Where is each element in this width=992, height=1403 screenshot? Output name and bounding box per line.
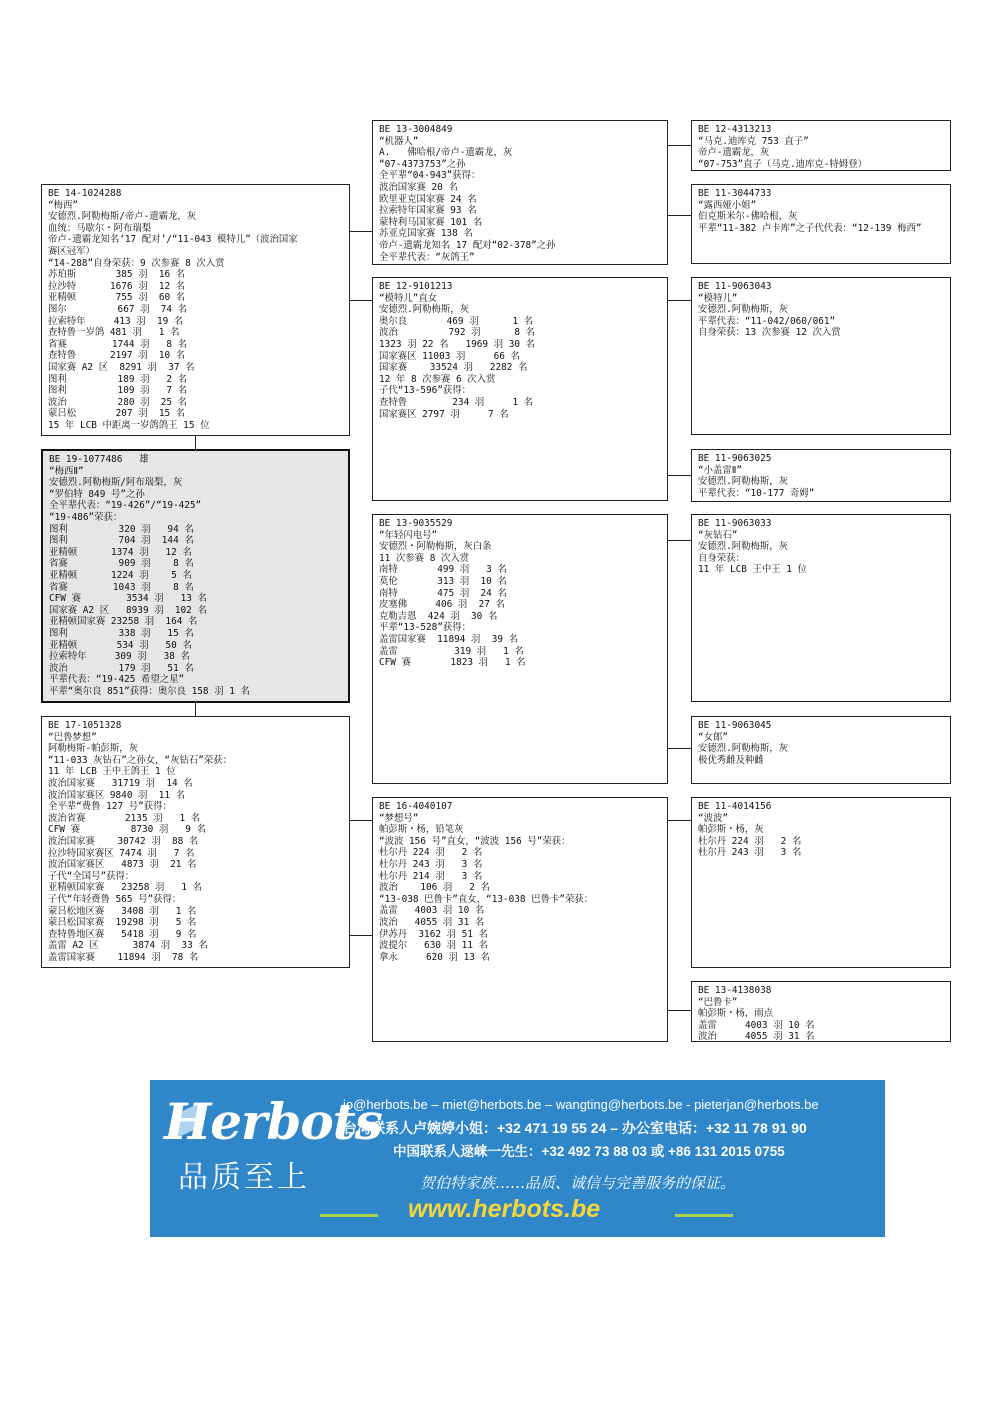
connector-line bbox=[350, 935, 372, 936]
china-contact: 中国联系人逯崃一先生：+32 492 73 88 03 或 +86 131 2015 0755 bbox=[393, 1144, 785, 1159]
herbots-banner bbox=[150, 1080, 885, 1237]
pedigree-line: 盖雷国家赛 11894 羽 39 名 bbox=[379, 633, 519, 645]
pedigree-line: “波波” bbox=[698, 812, 729, 824]
pedigree-line: 子代“全国号”获得： bbox=[48, 870, 135, 882]
pedigree-line: 国家赛区 11003 羽 66 名 bbox=[379, 350, 520, 362]
pedigree-line: 15 年 LCB 中距离一岁鸽鸽王 15 位 bbox=[48, 419, 210, 431]
taiwan-contact: 台湾联系人卢婉婷小姐：+32 471 19 55 24 – 办公室电话：+32 11 78 91 90 bbox=[343, 1120, 807, 1136]
herbots-logo: Herbots bbox=[164, 1092, 382, 1151]
pedigree-line: 平辈代表：“10-177 奇姆” bbox=[698, 487, 815, 499]
pedigree-line: 波治 179 羽 51 名 bbox=[49, 662, 194, 674]
dsd-card bbox=[691, 716, 951, 784]
pedigree-line: 国家赛 A2 区 8291 羽 37 名 bbox=[48, 361, 195, 373]
pedigree-line: “女郎” bbox=[698, 731, 729, 743]
sire-card bbox=[41, 184, 350, 436]
sire-dam-card bbox=[372, 277, 668, 501]
pedigree-line: 亚精顿国家赛 23258 羽 1 名 bbox=[48, 882, 203, 894]
pedigree-line: 查特鲁 2197 羽 10 名 bbox=[48, 350, 186, 362]
pedigree-line: 国家赛 33524 羽 2282 名 bbox=[379, 362, 528, 374]
pedigree-line: 苏亚克国家赛 138 名 bbox=[379, 228, 473, 240]
pedigree-line: “露西娅小姐” bbox=[698, 199, 757, 211]
website-link[interactable]: www.herbots.be bbox=[408, 1195, 601, 1223]
ring-number: BE 17-1051328 bbox=[48, 720, 122, 731]
pedigree-line: 省赛 1043 羽 8 名 bbox=[49, 581, 194, 593]
ring-number: BE 11-4014156 bbox=[698, 801, 772, 812]
decorative-divider bbox=[320, 1214, 378, 1217]
pedigree-line: 盖雷 4003 羽 10 名 bbox=[698, 1019, 815, 1031]
pedigree-line: “07-4373753”之孙 bbox=[379, 158, 466, 170]
pedigree-line: 帝卢-遗霸龙知名‘17 配对’/“11-043 模特儿”（波治国家 bbox=[48, 234, 298, 246]
pedigree-line: “小盖雷Ⅱ” bbox=[698, 464, 743, 476]
pedigree-line: “13-038 巴鲁卡”直女，“13-038 巴鲁卡”荣获： bbox=[379, 893, 594, 905]
sire-sire-card bbox=[372, 120, 668, 265]
pedigree-line: 波提尔 630 羽 11 名 bbox=[379, 940, 488, 952]
pedigree-line: 盖雷 A2 区 3874 羽 33 名 bbox=[48, 940, 208, 952]
pedigree-line: 平辈“13-528”获得： bbox=[379, 622, 472, 634]
ring-number: BE 16-4040107 bbox=[379, 801, 453, 812]
connector-line bbox=[195, 436, 196, 449]
pedigree-line: 苏珀斯 385 羽 16 名 bbox=[48, 269, 186, 281]
pedigree-line: 波治 792 羽 8 名 bbox=[379, 327, 536, 339]
pedigree-line: 波治国家赛 31719 羽 14 名 bbox=[48, 777, 193, 789]
pedigree-line: 南特 475 羽 24 名 bbox=[379, 587, 507, 599]
pedigree-line: 全平辈代表：“19-426”/“19-425” bbox=[49, 500, 202, 512]
pedigree-line: 欧里亚克国家赛 24 名 bbox=[379, 193, 477, 205]
pedigree-line: 平辈代表：“19-425 希望之星” bbox=[49, 674, 185, 686]
pedigree-line: CFW 赛 8730 羽 9 名 bbox=[48, 824, 206, 836]
pedigree-line: “19-486”荣获： bbox=[49, 511, 123, 523]
ring-number: BE 11-9063045 bbox=[698, 720, 772, 731]
dam-sire-card bbox=[372, 514, 668, 784]
pedigree-line: “罗伯特 849 号”之孙 bbox=[49, 488, 145, 500]
pedigree-line: 赛区冠军） bbox=[48, 245, 95, 257]
pedigree-line: 拉索特年 413 羽 19 名 bbox=[48, 315, 184, 327]
connector-line bbox=[350, 231, 372, 232]
pedigree-line: 图利 320 羽 94 名 bbox=[49, 523, 194, 535]
connector-line bbox=[668, 300, 691, 301]
pedigree-line: “灰钻石” bbox=[698, 529, 738, 541]
pedigree-line: 盖雷 4003 羽 10 名 bbox=[379, 905, 485, 917]
pedigree-line: 查特鲁 234 羽 1 名 bbox=[379, 396, 534, 408]
pedigree-line: 杜尔丹 224 羽 2 名 bbox=[698, 835, 802, 847]
dam-card bbox=[41, 716, 350, 968]
pedigree-line: 皮塞佛 406 羽 27 名 bbox=[379, 599, 505, 611]
pedigree-line: 拉沙特 1676 羽 12 名 bbox=[48, 280, 186, 292]
pedigree-line: “11-033 灰钻石”之孙女，“灰钻石”荣获： bbox=[48, 754, 232, 766]
pedigree-line: A. 佛哈根/帝卢-遗霸龙，灰 bbox=[379, 147, 513, 159]
pedigree-line: 拉沙特国家赛区 7474 羽 7 名 bbox=[48, 847, 195, 859]
pedigree-line: 波治国家赛 20 名 bbox=[379, 181, 458, 193]
pedigree-line: 血统：马歇尔・阿布瑞梨 bbox=[48, 222, 152, 234]
connector-line bbox=[668, 145, 691, 146]
pedigree-line: 国家赛区 2797 羽 7 名 bbox=[379, 408, 509, 420]
pedigree-line: 拉索特年国家赛 93 名 bbox=[379, 205, 477, 217]
pedigree-line: 安德烈.阿勒梅斯，灰 bbox=[698, 541, 789, 553]
connector-line bbox=[668, 1010, 691, 1011]
ring-number: BE 14-1024288 bbox=[48, 188, 122, 199]
sss-card bbox=[691, 120, 951, 171]
pedigree-line: 亚精顿 755 羽 60 名 bbox=[48, 292, 186, 304]
decorative-divider bbox=[675, 1214, 733, 1217]
pedigree-line: 杜尔丹 214 羽 3 名 bbox=[379, 870, 483, 882]
pedigree-line: 波治国家赛区 4873 羽 21 名 bbox=[48, 859, 197, 871]
pedigree-line: 波治国家赛 30742 羽 88 名 bbox=[48, 835, 199, 847]
pedigree-line: 查特鲁一岁鸽 481 羽 1 名 bbox=[48, 327, 180, 339]
connector-line bbox=[668, 475, 691, 476]
pedigree-line: “马克.迪库克 753 直子” bbox=[698, 135, 809, 147]
pedigree-line: “梦想号” bbox=[379, 812, 419, 824]
pedigree-line: 拉索特年 309 羽 38 名 bbox=[49, 651, 190, 663]
pedigree-line: “年轻闪电号” bbox=[379, 529, 438, 541]
pedigree-line: “机器人” bbox=[379, 135, 419, 147]
pedigree-line: 平辈代表：“11-042/060/061” bbox=[698, 315, 836, 327]
ddd-card bbox=[691, 981, 951, 1042]
pedigree-line: 平辈“11-382 卢卡库”之子代代表：“12-139 梅西” bbox=[698, 222, 922, 234]
pedigree-line: 拿永 620 羽 13 名 bbox=[379, 951, 490, 963]
pedigree-line: 盖雷国家赛 11894 羽 78 名 bbox=[48, 951, 199, 963]
ring-number: BE 13-9035529 bbox=[379, 518, 453, 529]
pedigree-line: 亚精顿国家赛 23258 羽 164 名 bbox=[49, 616, 198, 628]
pedigree-line: 全平辈“04-943”获得： bbox=[379, 170, 481, 182]
connector-line bbox=[668, 820, 691, 821]
pedigree-line: 安德烈・阿勒梅斯，灰白条 bbox=[379, 541, 492, 553]
pedigree-line: 12 年 8 次参赛 6 次入赏 bbox=[379, 373, 496, 385]
connector-line bbox=[668, 215, 691, 216]
pedigree-line: 省赛 1744 羽 8 名 bbox=[48, 338, 188, 350]
subject-pigeon-card bbox=[41, 449, 350, 703]
pedigree-line: 帝卢-遗霸龙知名 17 配对“02-378”之孙 bbox=[379, 239, 556, 251]
pedigree-line: 图利 109 羽 7 名 bbox=[48, 385, 188, 397]
pedigree-line: 杜尔丹 243 羽 3 名 bbox=[379, 858, 483, 870]
connector-line bbox=[195, 703, 196, 716]
sdd-card bbox=[691, 449, 951, 502]
pedigree-line: 1323 羽 22 名 1969 羽 30 名 bbox=[379, 338, 536, 350]
pedigree-line: 奥尔良 469 羽 1 名 bbox=[379, 315, 534, 327]
pedigree-line: 11 年 LCB 王中王鸽王 1 位 bbox=[48, 766, 176, 778]
pedigree-line: 杜尔丹 224 羽 2 名 bbox=[379, 847, 483, 859]
pedigree-line: 南特 499 羽 3 名 bbox=[379, 564, 507, 576]
pedigree-line: 安德烈.阿勒梅斯/帝卢-遗霸龙，灰 bbox=[48, 211, 197, 223]
pedigree-line: 11 次参赛 8 次入赏 bbox=[379, 552, 470, 564]
pedigree-line: 蒙特利马国家赛 101 名 bbox=[379, 216, 483, 228]
pedigree-line: 图利 338 羽 15 名 bbox=[49, 627, 194, 639]
pedigree-line: 阿勒梅斯-帕彭斯，灰 bbox=[48, 743, 139, 755]
pedigree-line: CFW 赛 3534 羽 13 名 bbox=[49, 593, 207, 605]
dss-card bbox=[691, 514, 951, 702]
pedigree-line: “14-288”自身荣获：9 次参赛 8 次入赏 bbox=[48, 257, 225, 269]
dam-dam-card bbox=[372, 797, 668, 1042]
ring-number: BE 12-4313213 bbox=[698, 124, 772, 135]
dds-card bbox=[691, 797, 951, 968]
pedigree-line: 自身荣获： bbox=[698, 552, 745, 564]
pedigree-line: 省赛 909 羽 8 名 bbox=[49, 558, 194, 570]
ring-number: BE 13-4138038 bbox=[698, 985, 772, 996]
ring-number: BE 19-1077486 雄 bbox=[49, 454, 149, 465]
pedigree-line: 波治 4055 羽 31 名 bbox=[379, 916, 485, 928]
pedigree-line: 杜尔丹 243 羽 3 名 bbox=[698, 847, 802, 859]
pedigree-line: “模特儿” bbox=[698, 292, 738, 304]
ring-number: BE 11-9063043 bbox=[698, 281, 772, 292]
sds-card bbox=[691, 277, 951, 435]
pedigree-line: 安德烈.阿勒梅斯，灰 bbox=[379, 304, 470, 316]
pedigree-line: 帕彭斯・杨，铅笔灰 bbox=[379, 824, 464, 836]
ring-number: BE 13-3004849 bbox=[379, 124, 453, 135]
pedigree-line: 盖雷 319 羽 1 名 bbox=[379, 645, 524, 657]
pedigree-line: 克勒吉恩 424 羽 30 名 bbox=[379, 610, 498, 622]
pedigree-line: 全平辈代表：“灰鸽王” bbox=[379, 251, 475, 263]
pedigree-line: 全平辈“费鲁 127 号”获得： bbox=[48, 801, 172, 813]
tagline: 贺伯特家族……品质、诚信与完善服务的保证。 bbox=[420, 1174, 736, 1192]
pedigree-line: 极优秀雌及种雌 bbox=[698, 754, 764, 766]
pedigree-line: 蒙吕松 207 羽 15 名 bbox=[48, 408, 186, 420]
ring-number: BE 11-9063033 bbox=[698, 518, 772, 529]
pedigree-line: “07-753”直子（马克.迪库克-特姆登） bbox=[698, 158, 867, 170]
pedigree-line: 莫伦 313 羽 10 名 bbox=[379, 575, 507, 587]
pedigree-line: 图利 189 羽 2 名 bbox=[48, 373, 188, 385]
pedigree-line: 查特鲁地区赛 5418 羽 9 名 bbox=[48, 928, 197, 940]
pedigree-line: 帕彭斯・杨，雨点 bbox=[698, 1008, 774, 1020]
ring-number: BE 11-3044733 bbox=[698, 188, 772, 199]
pedigree-line: 伊苏丹 3162 羽 51 名 bbox=[379, 928, 488, 940]
pedigree-line: 自身荣获：13 次参赛 12 次入赏 bbox=[698, 327, 841, 339]
ring-number: BE 12-9101213 bbox=[379, 281, 453, 292]
pedigree-line: 图利 704 羽 144 名 bbox=[49, 535, 194, 547]
connector-line bbox=[350, 300, 372, 301]
pedigree-line: “梅西Ⅱ” bbox=[49, 465, 84, 477]
pedigree-line: 蒙吕松国家赛 19298 羽 5 名 bbox=[48, 917, 197, 929]
pedigree-line: 亚精顿 1374 羽 12 名 bbox=[49, 546, 192, 558]
pedigree-line: 帕彭斯・杨，灰 bbox=[698, 824, 764, 836]
pedigree-line: 亚精顿 534 羽 50 名 bbox=[49, 639, 192, 651]
pedigree-line: “巴鲁卡” bbox=[698, 996, 738, 1008]
pedigree-line: 波治国家赛区 9840 羽 11 名 bbox=[48, 789, 186, 801]
pedigree-line: 波治省赛 2135 羽 1 名 bbox=[48, 812, 201, 824]
pedigree-line: “梅西” bbox=[48, 199, 79, 211]
connector-line bbox=[668, 748, 691, 749]
pedigree-line: 蒙吕松地区赛 3408 羽 1 名 bbox=[48, 905, 197, 917]
slogan: 品质至上 bbox=[178, 1160, 310, 1195]
pedigree-line: 11 年 LCB 王中王 1 位 bbox=[698, 564, 807, 576]
pedigree-line: 波治 280 羽 25 名 bbox=[48, 396, 188, 408]
pedigree-line: 亚精顿 1224 羽 5 名 bbox=[49, 569, 192, 581]
pedigree-line: 安德烈.阿勒梅斯，灰 bbox=[698, 304, 789, 316]
pedigree-line: 子代“13-596”获得： bbox=[379, 385, 472, 397]
pedigree-line: 伯克斯米尔-佛哈根，灰 bbox=[698, 211, 798, 223]
pedigree-line: CFW 赛 1823 羽 1 名 bbox=[379, 657, 526, 669]
pedigree-line: 安德烈.阿勒梅斯/阿布瑞梨，灰 bbox=[49, 477, 183, 489]
pedigree-line: 帝卢-遗霸龙，灰 bbox=[698, 147, 770, 159]
pedigree-line: “巴鲁梦想” bbox=[48, 731, 97, 743]
pedigree-line: 平辈“奥尔良 851”获得：奥尔良 158 羽 1 名 bbox=[49, 685, 250, 697]
pedigree-line: 安德烈.阿勒梅斯，灰 bbox=[698, 743, 789, 755]
pedigree-line: 波治 4055 羽 31 名 bbox=[698, 1031, 815, 1042]
pedigree-line: 波治 106 羽 2 名 bbox=[379, 882, 490, 894]
pedigree-line: “模特儿”直女 bbox=[379, 292, 438, 304]
pedigree-line: 国家赛 A2 区 8939 羽 102 名 bbox=[49, 604, 207, 616]
pedigree-line: 图尔 667 羽 74 名 bbox=[48, 303, 188, 315]
pedigree-line: “波波 156 号”直女，“波波 156 号”荣获： bbox=[379, 835, 571, 847]
pedigree-line: 子代“年轻费鲁 565 号”获得： bbox=[48, 893, 182, 905]
email-list[interactable]: jo@herbots.be – miet@herbots.be – wangting@herbots.be - pieterjan@herbots.be bbox=[343, 1097, 819, 1112]
connector-line bbox=[350, 820, 372, 821]
ssd-card bbox=[691, 184, 951, 264]
ring-number: BE 11-9063025 bbox=[698, 453, 772, 464]
pedigree-line: 安德烈.阿勒梅斯，灰 bbox=[698, 476, 789, 488]
connector-line bbox=[668, 540, 691, 541]
